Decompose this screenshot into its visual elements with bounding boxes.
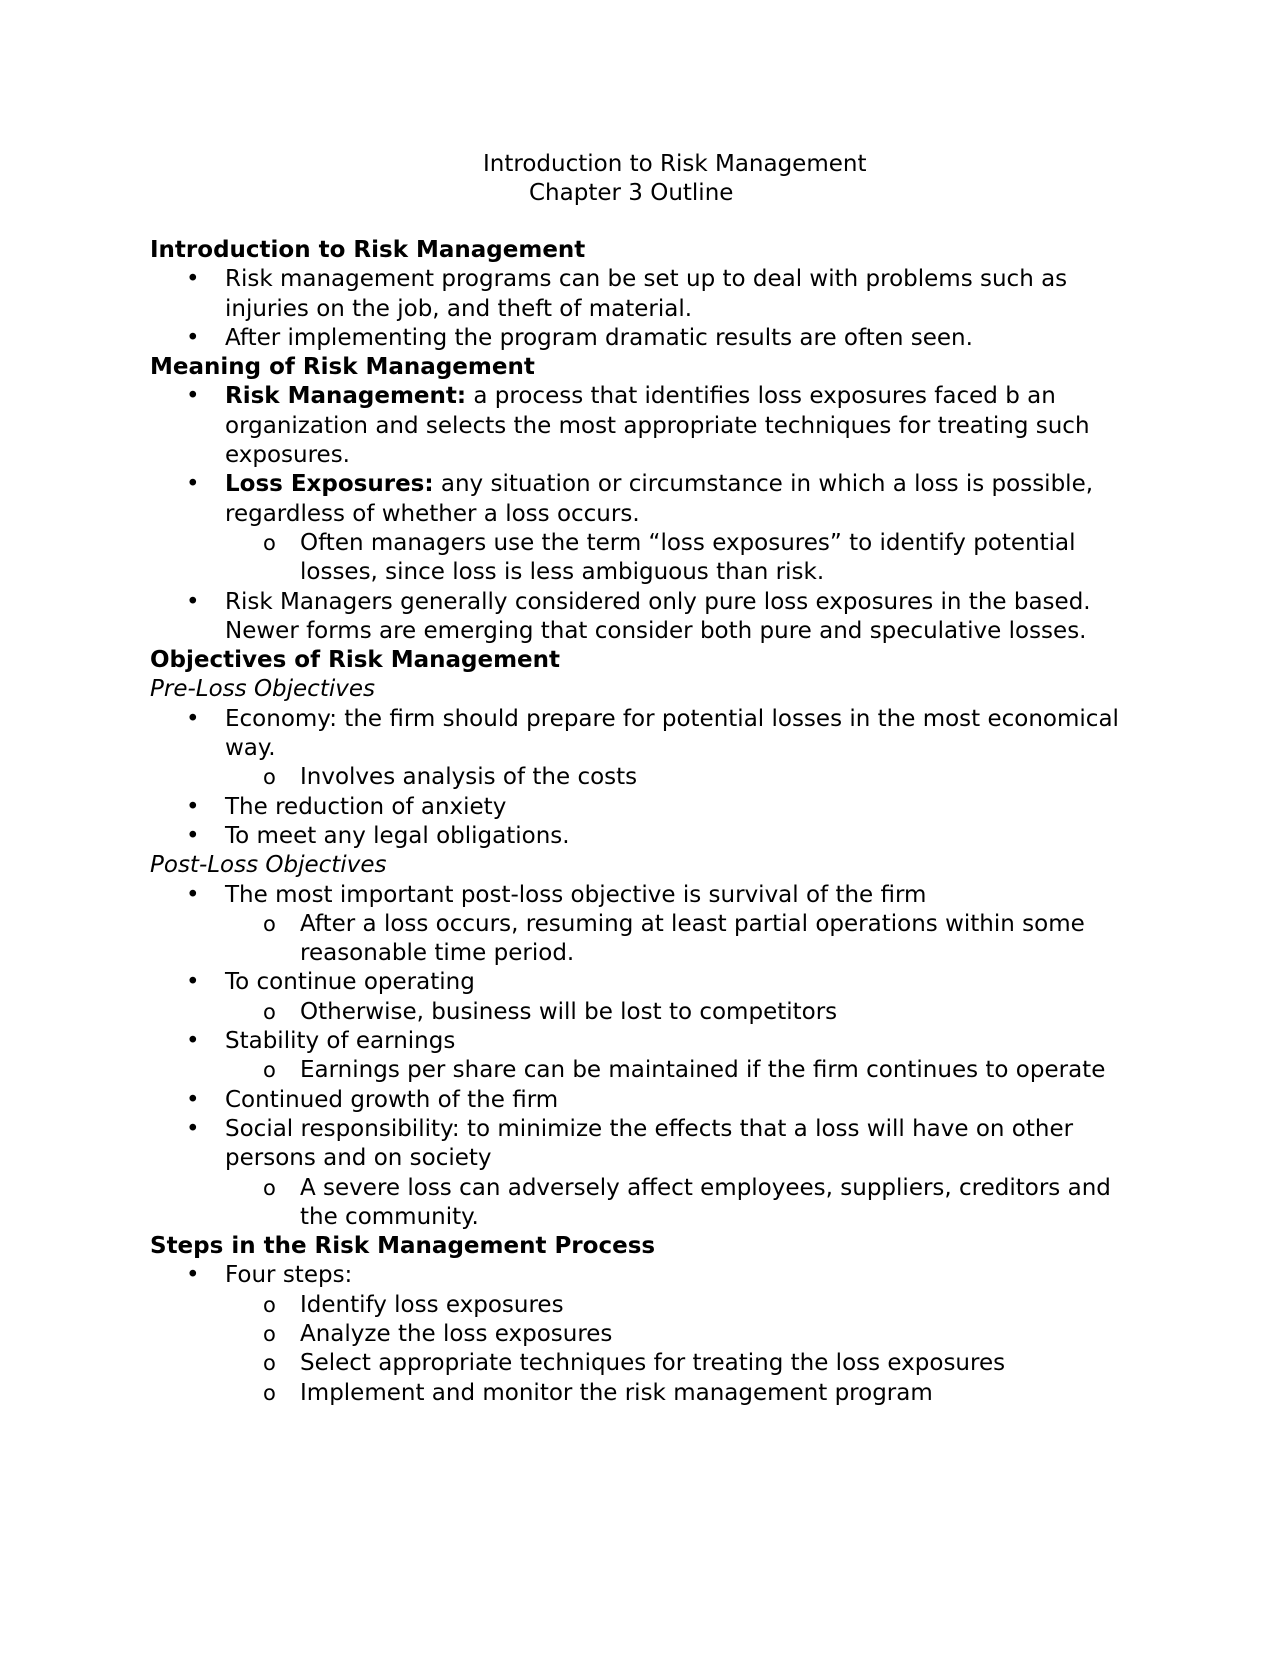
section-title-introduction: Introduction to Risk Management xyxy=(150,237,586,263)
document-subtitle: Chapter 3 Outline xyxy=(529,180,734,206)
sub-list-item-text: Earnings per share can be maintained if the firm continues to operate xyxy=(300,1057,1106,1084)
document-body xyxy=(150,236,1150,1408)
document-title: Introduction to Risk Management xyxy=(483,151,867,177)
list-item xyxy=(150,324,1150,353)
sub-list-item-text: Often managers use the term “loss exposures” to identify potential losses, since loss is less ambiguous than risk. xyxy=(300,529,1076,586)
sub-list-item xyxy=(150,1349,1150,1378)
list-item-text: After implementing the program dramatic results are often seen. xyxy=(225,324,973,351)
section-title-objectives: Objectives of Risk Management xyxy=(150,647,561,674)
list-item-text: The reduction of anxiety xyxy=(225,793,507,820)
subheading-pre-loss: Pre-Loss Objectives xyxy=(150,676,375,703)
bullet-icon: • xyxy=(186,324,200,351)
sub-bullet-icon: o xyxy=(263,1058,276,1083)
list-item-text: Risk Managers generally considered only pure loss exposures in the based. Newer forms are emerging that consider both pure and speculative losses. xyxy=(225,588,1091,644)
sub-bullet-icon: o xyxy=(263,1292,276,1317)
section-title-steps: Steps in the Risk Management Process xyxy=(150,1233,656,1260)
sub-bullet-icon: o xyxy=(263,1380,276,1405)
list-item xyxy=(150,470,1150,529)
list-item xyxy=(150,382,1150,470)
definition-term: Risk Management: xyxy=(225,383,467,410)
list-item xyxy=(150,265,1150,324)
sub-list-item xyxy=(150,1379,1150,1408)
definition-text: any situation or circumstance in which a loss is possible, regardless of whether a loss occurs. xyxy=(225,471,1094,527)
bullet-icon: • xyxy=(186,1115,200,1142)
list-item-text: The most important post-loss objective is survival of the firm xyxy=(225,881,927,908)
bullet-icon: • xyxy=(186,793,200,820)
list-item-text: Continued growth of the firm xyxy=(225,1086,559,1113)
sub-list-item-text: Implement and monitor the risk management program xyxy=(300,1379,933,1406)
sub-bullet-icon: o xyxy=(263,911,276,936)
sub-list-item-text: Select appropriate techniques for treating the loss exposures xyxy=(300,1350,1006,1377)
list-item-text: Social responsibility: to minimize the effects that a loss will have on other persons and on society xyxy=(225,1115,1074,1172)
list-item xyxy=(150,793,1150,822)
bullet-icon: • xyxy=(186,588,200,615)
sub-bullet-icon: o xyxy=(263,1351,276,1376)
sub-bullet-icon: o xyxy=(263,530,276,555)
sub-list-item xyxy=(150,763,1150,792)
sub-list-item xyxy=(150,529,1150,588)
list-item xyxy=(150,968,1150,997)
list-item-text: Four steps: xyxy=(225,1262,353,1289)
section-title-meaning: Meaning of Risk Management xyxy=(150,354,535,381)
bullet-icon: • xyxy=(186,1262,200,1289)
sub-list-item-text: Identify loss exposures xyxy=(300,1291,564,1318)
sub-list-item xyxy=(150,1320,1150,1349)
sub-list-item xyxy=(150,1056,1150,1085)
bullet-icon: • xyxy=(186,822,200,849)
list-item xyxy=(150,1115,1150,1174)
sub-list-item-text: A severe loss can adversely affect employees, suppliers, creditors and the community. xyxy=(300,1174,1111,1230)
bullet-icon: • xyxy=(186,1086,200,1113)
list-item xyxy=(150,1027,1150,1056)
list-item-text: To continue operating xyxy=(225,969,475,996)
sub-list-item-text: Involves analysis of the costs xyxy=(300,764,638,791)
list-item-text: Economy: the firm should prepare for potential losses in the most economical way. xyxy=(225,705,1119,762)
sub-list-item-text: After a loss occurs, resuming at least partial operations within some reasonable time period. xyxy=(300,910,1085,967)
list-item xyxy=(150,1086,1150,1115)
list-item xyxy=(150,588,1150,647)
sub-bullet-icon: o xyxy=(263,765,276,790)
bullet-icon: • xyxy=(186,969,200,996)
bullet-icon: • xyxy=(186,383,200,410)
bullet-icon: • xyxy=(186,471,200,498)
sub-bullet-icon: o xyxy=(263,1175,276,1200)
list-item xyxy=(150,881,1150,910)
list-item-text: Risk management programs can be set up to deal with problems such as injuries on the job, and theft of material. xyxy=(225,266,1068,322)
sub-list-item xyxy=(150,910,1150,969)
bullet-icon: • xyxy=(186,881,200,908)
sub-bullet-icon: o xyxy=(263,1321,276,1346)
sub-list-item xyxy=(150,1291,1150,1320)
definition-text: a process that identifies loss exposures faced b an organization and selects the most appropriate techniques for treating such exposures. xyxy=(225,383,1090,469)
sub-bullet-icon: o xyxy=(263,999,276,1024)
list-item xyxy=(150,1261,1150,1290)
list-item xyxy=(150,705,1150,764)
subheading-post-loss: Post-Loss Objectives xyxy=(150,852,387,879)
definition-term: Loss Exposures: xyxy=(225,471,434,498)
bullet-icon: • xyxy=(186,266,200,293)
list-item-text: Stability of earnings xyxy=(225,1028,456,1055)
list-item-text: To meet any legal obligations. xyxy=(225,822,570,849)
bullet-icon: • xyxy=(186,705,200,732)
list-item xyxy=(150,822,1150,851)
sub-list-item-text: Otherwise, business will be lost to competitors xyxy=(300,998,838,1025)
sub-list-item-text: Analyze the loss exposures xyxy=(300,1320,613,1347)
sub-list-item xyxy=(150,1174,1150,1233)
bullet-icon: • xyxy=(186,1028,200,1055)
sub-list-item xyxy=(150,998,1150,1027)
